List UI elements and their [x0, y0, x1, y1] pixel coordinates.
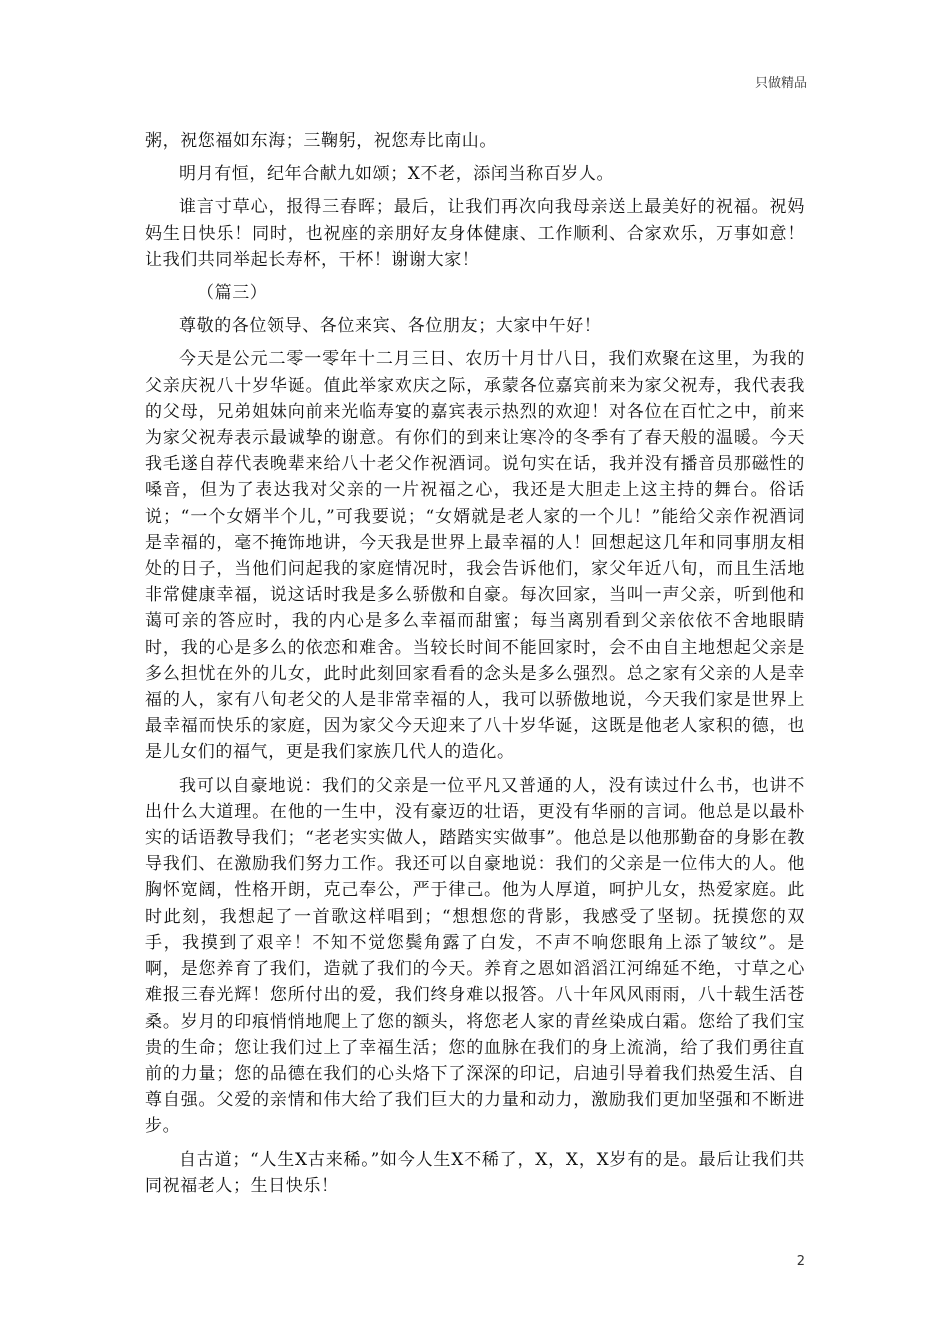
- page-header: 只做精品: [754, 76, 807, 91]
- section-heading: （篇三）: [197, 283, 268, 304]
- page-number: 2: [796, 1254, 805, 1269]
- paragraph-speech-opening: 今天是公元二零一零年十二月三日、农历十月廿八日，我们欢聚在这里，为我的父亲庆祝八十岁华诞。值此举家欢庆之际，承蒙各位嘉宾前来为家父祝寿，我代表我的父母，兄弟姐妹向前来光临寿宴的嘉宾表示热烈的欢迎！对各位在百忙之中，前来为家父祝寿表示最诚挚的谢意。有你们的到来让寒冷的冬季有了春天般的温暖。今天我毛遂自荐代表晚辈来给八十老父作祝酒词。说句实在话，我并没有播音员那磁性的嗓音，但为了表达我对父亲的一片祝福之心，我还是大胆走上这主持的舞台。俗话说；“一个女婿半个儿，”可我要说；“女婿就是老人家的一个儿！”能给父亲作祝酒词是幸福的，毫不掩饰地讲，今天我是世界上最幸福的人！回想起这几年和同事朋友相处的日子，当他们问起我的家庭情况时，我会告诉他们，家父年近八旬，而且生活地非常健康幸福，说这话时我是多么骄傲和自豪。每次回家，当叫一声父亲，听到他和蔼可亲的答应时，我的内心是多么幸福而甜蜜；每当离别看到父亲依依不舍地眼睛时，我的心是多么的依恋和难舍。当较长时间不能回家时，会不由自主地想起父亲是多么担忧在外的儿女，此时此刻回家看看的念头是多么强烈。总之家有父亲的人是幸福的人，家有八旬老父的人是非常幸福的人，我可以骄傲地说，今天我们家是世界上最幸福而快乐的家庭，因为家父今天迎来了八十岁华诞，这既是他老人家积的德，也是儿女们的福气，更是我们家族几代人的造化。: [145, 349, 805, 763]
- paragraph-greeting: 尊敬的各位领导、各位来宾、各位朋友；大家中午好！: [179, 316, 602, 337]
- document-body: [145, 128, 805, 1199]
- paragraph-speech-end: 自古道；“人生X古来稀。”如今人生X不稀了，X，X，X岁有的是。最后让我们共同祝福老人；生日快乐！: [145, 1149, 805, 1196]
- paragraph-speech-father: 我可以自豪地说：我们的父亲是一位平凡又普通的人，没有读过什么书，也讲不出什么大道理。在他的一生中，没有豪迈的壮语，更没有华丽的言词。他总是以最朴实的话语教导我们；“老老实实做人，踏踏实实做事”。他总是以他那勤奋的身影在教导我们、在激励我们努力工作。我还可以自豪地说：我们的父亲是一位伟大的人。他胸怀宽阔，性格开朗，克己奉公，严于律己。他为人厚道，呵护儿女，热爱家庭。此时此刻，我想起了一首歌这样唱到；“想想您的背影，我感受了坚韧。抚摸您的双手，我摸到了艰辛！不知不觉您鬓角露了白发，不声不响您眼角上添了皱纹”。是啊，是您养育了我们，造就了我们的今天。养育之恩如滔滔江河绵延不绝，寸草之心难报三春光辉！您所付出的爱，我们终身难以报答。八十年风风雨雨，八十载生活苍桑。岁月的印痕悄悄地爬上了您的额头，将您老人家的青丝染成白霜。您给了我们宝贵的生命；您让我们过上了幸福生活；您的血脉在我们的身上流淌，给了我们勇往直前的力量；您的品德在我们的心头烙下了深深的印记，启迪引导着我们热爱生活、自尊自强。父爱的亲情和伟大给了我们巨大的力量和动力，激励我们更加坚强和不断进步。: [145, 775, 805, 1137]
- paragraph-continuation: 粥，祝您福如东海；三鞠躬，祝您寿比南山。: [145, 131, 497, 151]
- paragraph-couplet: 明月有恒，纪年合献九如颂；X不老，添闰当称百岁人。: [179, 164, 615, 185]
- paragraph-closing: 谁言寸草心，报得三春晖；最后，让我们再次向我母亲送上最美好的祝福。祝妈妈生日快乐！同时，也祝座的亲朋好友身体健康、工作顺利、合家欢乐，万事如意！让我们共同举起长寿杯，干杯！谢谢大家！: [145, 197, 805, 270]
